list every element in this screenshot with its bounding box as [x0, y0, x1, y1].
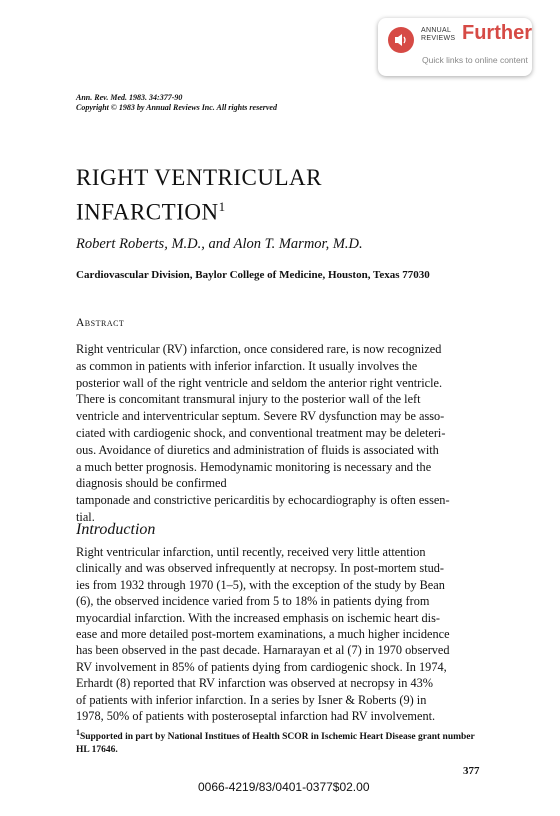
annual-reviews-logo: ANNUAL REVIEWS	[421, 27, 456, 42]
article-title	[76, 163, 322, 227]
annual-reviews-further-badge[interactable]	[378, 18, 532, 76]
page-number: 377	[463, 765, 480, 777]
text-line: as common in patients with inferior infarction. It usually involves the	[76, 358, 418, 373]
quick-links-text: Quick links to online content	[422, 55, 528, 65]
text-line: tial.	[76, 509, 95, 524]
text-line: RV involvement in 85% of patients dying from cardiogenic shock. In 1974,	[76, 659, 447, 674]
text-line: clinically and was observed infrequently at necropsy. In post-mortem stud-	[76, 561, 445, 576]
text-line: Right ventricular (RV) infarction, once considered rare, is now recognized	[76, 342, 442, 356]
authors: Robert Roberts, M.D., and Alon T. Marmor, M.D.	[76, 236, 363, 252]
introduction-body	[76, 544, 486, 724]
copyright: Copyright © 1983 by Annual Reviews Inc. All rights reserved	[76, 103, 277, 112]
text-line: myocardial infarction. With the increased emphasis on ischemic heart dis-	[76, 610, 440, 625]
text-line: Erhardt (8) reported that RV infarction was observed at necropsy in 43%	[76, 676, 433, 691]
text-line: posterior wall of the right ventricle and seldom the anterior right ventricle.	[76, 375, 443, 390]
citation: Ann. Rev. Med. 1983. 34:377-90	[76, 93, 183, 102]
speaker-icon	[388, 27, 414, 53]
text-line: diagnosis should be confirmed	[76, 476, 227, 491]
text-line: ventricle and interventricular septum. Severe RV dysfunction may be asso-	[76, 409, 445, 424]
text-line: There is concomitant transmural injury to the posterior wall of the left	[76, 392, 421, 407]
title-line-1: RIGHT VENTRICULAR	[76, 165, 322, 190]
footnote-mark: 1	[76, 728, 80, 737]
journal-header	[76, 93, 277, 113]
document-code: 0066-4219/83/0401-0377$02.00	[198, 780, 370, 794]
further-label: Further	[462, 22, 532, 44]
text-line: a much better prognosis. Hemodynamic monitoring is necessary and the	[76, 459, 432, 474]
text-line: (6), the observed incidence varied from 5 to 18% in patients dying from	[76, 594, 430, 609]
footnote	[76, 726, 488, 757]
text-line: tamponade and constrictive pericarditis by echocardiography is often essen-	[76, 493, 450, 508]
footnote-text: Supported in part by National Institues of Health SCOR in Ischemic Heart Disease grant number HL 17646.	[76, 732, 475, 756]
abstract-body	[76, 341, 486, 526]
text-line: ciated with cardiogenic shock, and conventional treatment may be deleteri-	[76, 425, 446, 440]
text-line: ous. Avoidance of diuretics and administration of fluids is associated with	[76, 442, 439, 457]
text-line: 1978, 50% of patients with posteroseptal infarction had RV involvement.	[76, 709, 436, 724]
affiliation: Cardiovascular Division, Baylor College of Medicine, Houston, Texas 77030	[76, 269, 430, 281]
text-line: has been observed in the past decade. Harnarayan et al (7) in 1970 observed	[76, 643, 450, 658]
text-line: of patients with inferior infarction. In a series by Isner & Roberts (9) in	[76, 692, 427, 707]
introduction-heading: Introduction	[76, 521, 156, 538]
text-line: ies from 1932 through 1970 (1–5), with the exception of the study by Bean	[76, 577, 445, 592]
title-footnote-mark[interactable]: 1	[218, 199, 226, 214]
text-line: Right ventricular infarction, until recently, received very little attention	[76, 545, 426, 559]
title-line-2: INFARCTION	[76, 199, 219, 225]
text-line: ease and more detailed post-mortem examinations, a much higher incidence	[76, 627, 450, 642]
abstract-heading: Abstract	[76, 317, 125, 329]
